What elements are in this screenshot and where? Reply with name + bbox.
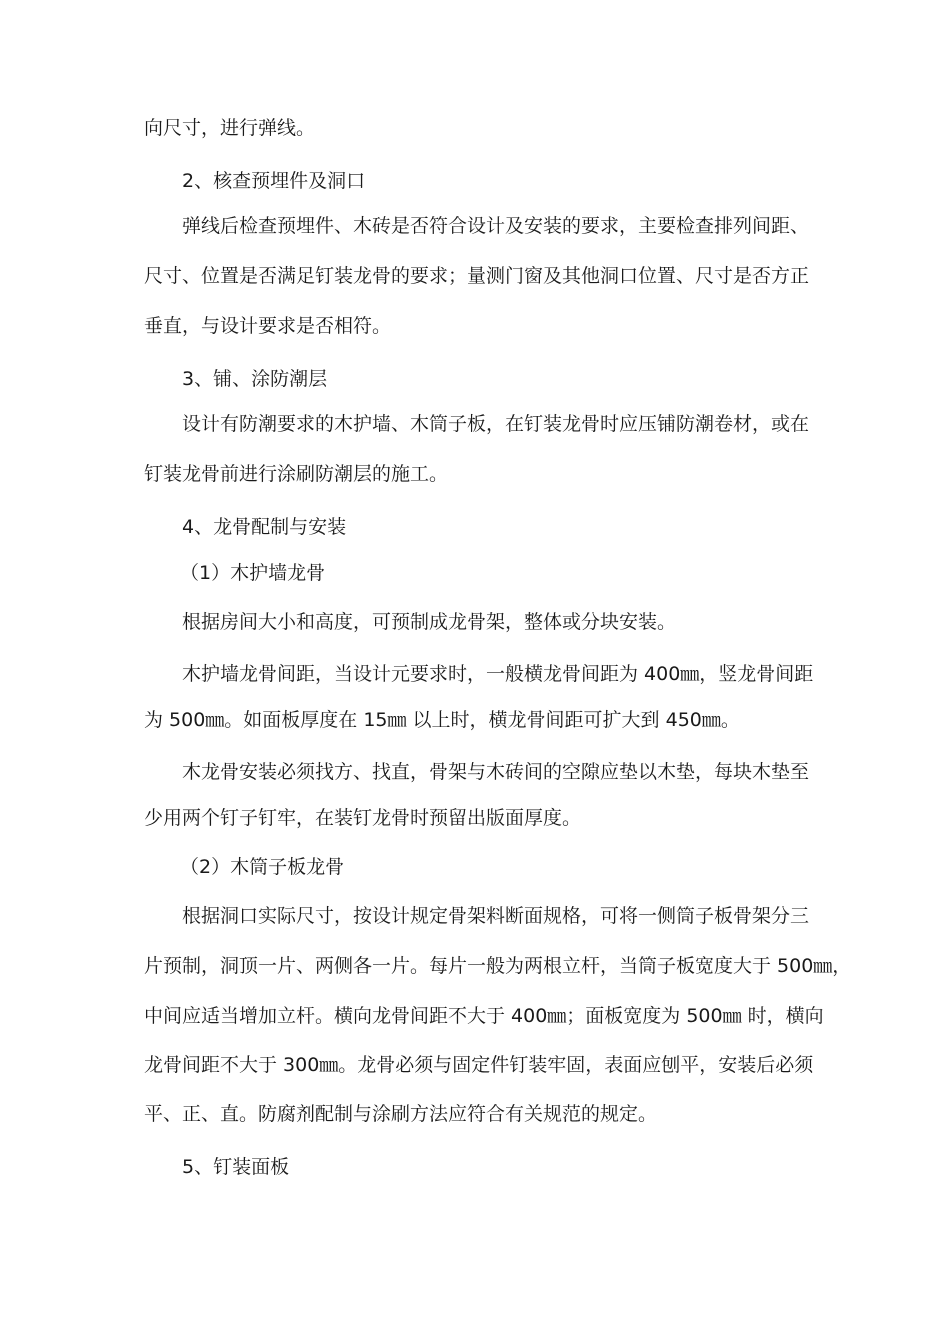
text-line: 根据洞口实际尺寸，按设计规定骨架料断面规格，可将一侧筒子板骨架分三 [182, 905, 810, 927]
text-line: 根据房间大小和高度，可预制成龙骨架，整体或分块安装。 [182, 611, 677, 633]
text-line: 垂直，与设计要求是否相符。 [144, 315, 392, 337]
text-line: 尺寸、位置是否满足钉装龙骨的要求；量测门窗及其他洞口位置、尺寸是否方正 [144, 265, 810, 287]
text-line: 龙骨间距不大于 300㎜。龙骨必须与固定件钉装牢固，表面应刨平，安装后必须 [144, 1054, 814, 1076]
text-line: 木护墙龙骨间距，当设计元要求时，一般横龙骨间距为 400㎜，竖龙骨间距 [182, 663, 814, 685]
text-line: 平、正、直。防腐剂配制与涂刷方法应符合有关规范的规定。 [144, 1103, 658, 1125]
text-line-continuation: 向尺寸，进行弹线。 [144, 117, 316, 139]
section-heading-3: 3、铺、涂防潮层 [182, 368, 328, 390]
text-line: 少用两个钉子钉牢，在装钉龙骨时预留出版面厚度。 [144, 807, 582, 829]
section-heading-5: 5、钉装面板 [182, 1156, 290, 1178]
section-heading-2: 2、核查预埋件及洞口 [182, 170, 366, 192]
subsection-heading-2: （2）木筒子板龙骨 [180, 856, 345, 878]
subsection-heading-1: （1）木护墙龙骨 [180, 562, 326, 584]
text-line: 设计有防潮要求的木护墙、木筒子板，在钉装龙骨时应压铺防潮卷材，或在 [182, 413, 810, 435]
text-line: 木龙骨安装必须找方、找直，骨架与木砖间的空隙应垫以木垫，每块木垫至 [182, 761, 810, 783]
text-line: 钉装龙骨前进行涂刷防潮层的施工。 [144, 463, 449, 485]
section-heading-4: 4、龙骨配制与安装 [182, 516, 347, 538]
text-line: 中间应适当增加立杆。横向龙骨间距不大于 400㎜；面板宽度为 500㎜ 时，横向 [144, 1005, 824, 1027]
text-line: 片预制，洞顶一片、两侧各一片。每片一般为两根立杆，当筒子板宽度大于 500㎜， [144, 955, 852, 977]
text-line: 弹线后检查预埋件、木砖是否符合设计及安装的要求，主要检查排列间距、 [182, 215, 810, 237]
text-line: 为 500㎜。如面板厚度在 15㎜ 以上时，横龙骨间距可扩大到 450㎜。 [144, 709, 740, 731]
